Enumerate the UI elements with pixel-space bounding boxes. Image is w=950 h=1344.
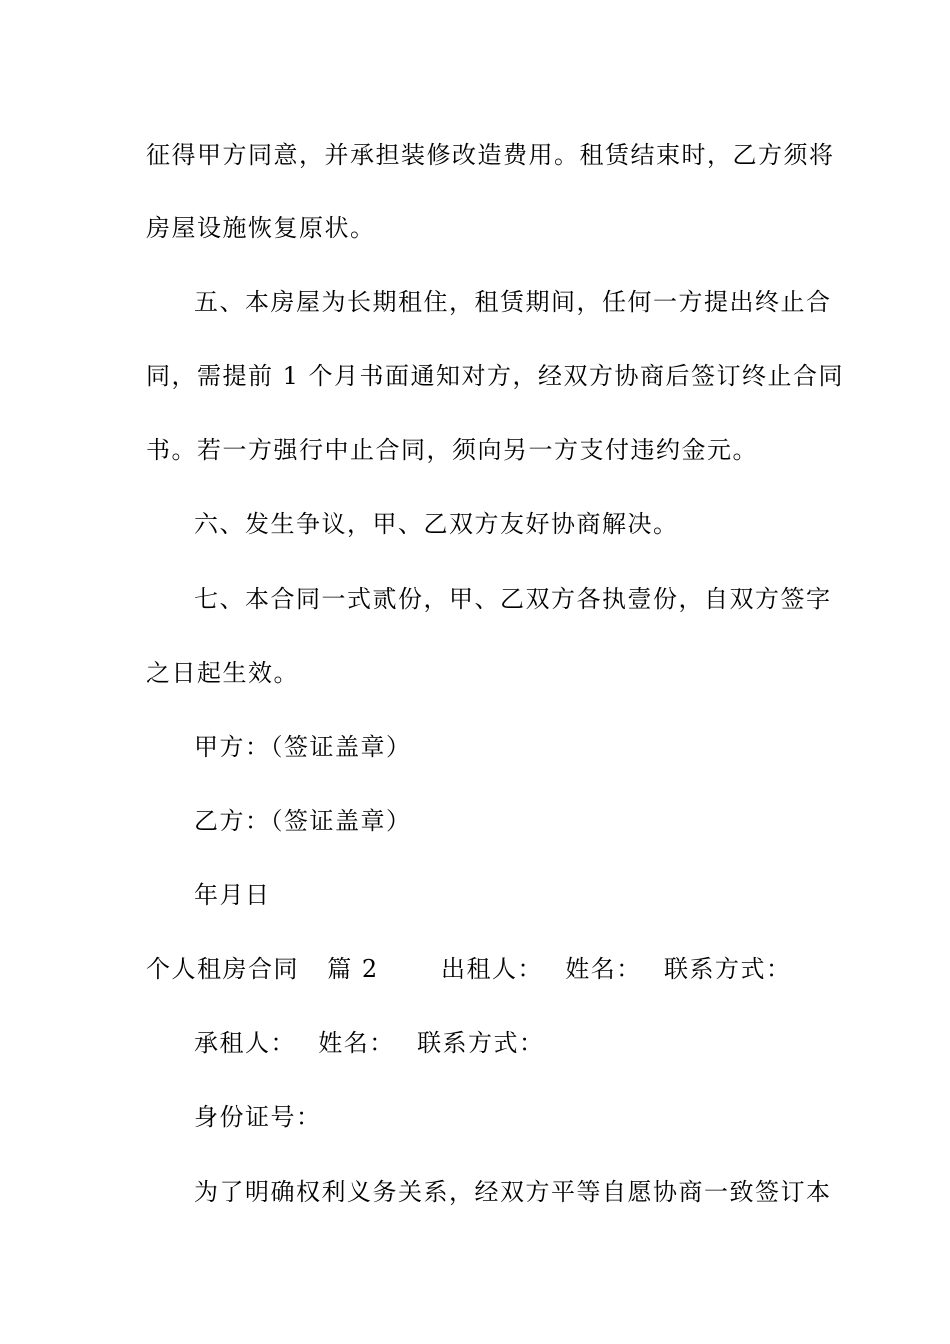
paragraph-line: 同，需提前 1 个月书面通知对方，经双方协商后签订终止合同 bbox=[146, 362, 845, 390]
paragraph-line: 房屋设施恢复原状。 bbox=[146, 214, 376, 242]
paragraph-line: 为了明确权利义务关系，经双方平等自愿协商一致签订本 bbox=[194, 1178, 832, 1206]
lessor-label: 出租人： bbox=[440, 955, 543, 983]
tenant-name-label: 姓名： bbox=[318, 1029, 395, 1057]
lessor-name-label: 姓名： bbox=[565, 955, 642, 983]
tenant-line bbox=[194, 1028, 545, 1058]
clause-six-line: 六、发生争议，甲、乙双方友好协商解决。 bbox=[194, 510, 679, 538]
paragraph-line: 之日起生效。 bbox=[146, 659, 299, 687]
tenant-contact-label: 联系方式： bbox=[417, 1029, 545, 1057]
section-number: 篇 2 bbox=[327, 955, 379, 983]
tenant-label: 承租人： bbox=[194, 1029, 296, 1057]
section-two-heading-line bbox=[146, 954, 792, 984]
clause-five-line: 五、本房屋为长期租住，租赁期间，任何一方提出终止合 bbox=[194, 288, 832, 316]
section-title: 个人租房合同 bbox=[146, 955, 299, 983]
id-number-label: 身份证号： bbox=[194, 1103, 322, 1131]
date-line: 年月日 bbox=[194, 881, 271, 909]
party-a-signature-line: 甲方：（签证盖章） bbox=[194, 733, 412, 761]
clause-seven-line: 七、本合同一式贰份，甲、乙双方各执壹份，自双方签字 bbox=[194, 585, 832, 613]
paragraph-line: 书。若一方强行中止合同，须向另一方支付违约金元。 bbox=[146, 436, 758, 464]
paragraph-line: 征得甲方同意，并承担装修改造费用。租赁结束时，乙方须将 bbox=[146, 141, 835, 169]
party-b-signature-line: 乙方：（签证盖章） bbox=[194, 807, 412, 835]
lessor-contact-label: 联系方式： bbox=[664, 955, 792, 983]
